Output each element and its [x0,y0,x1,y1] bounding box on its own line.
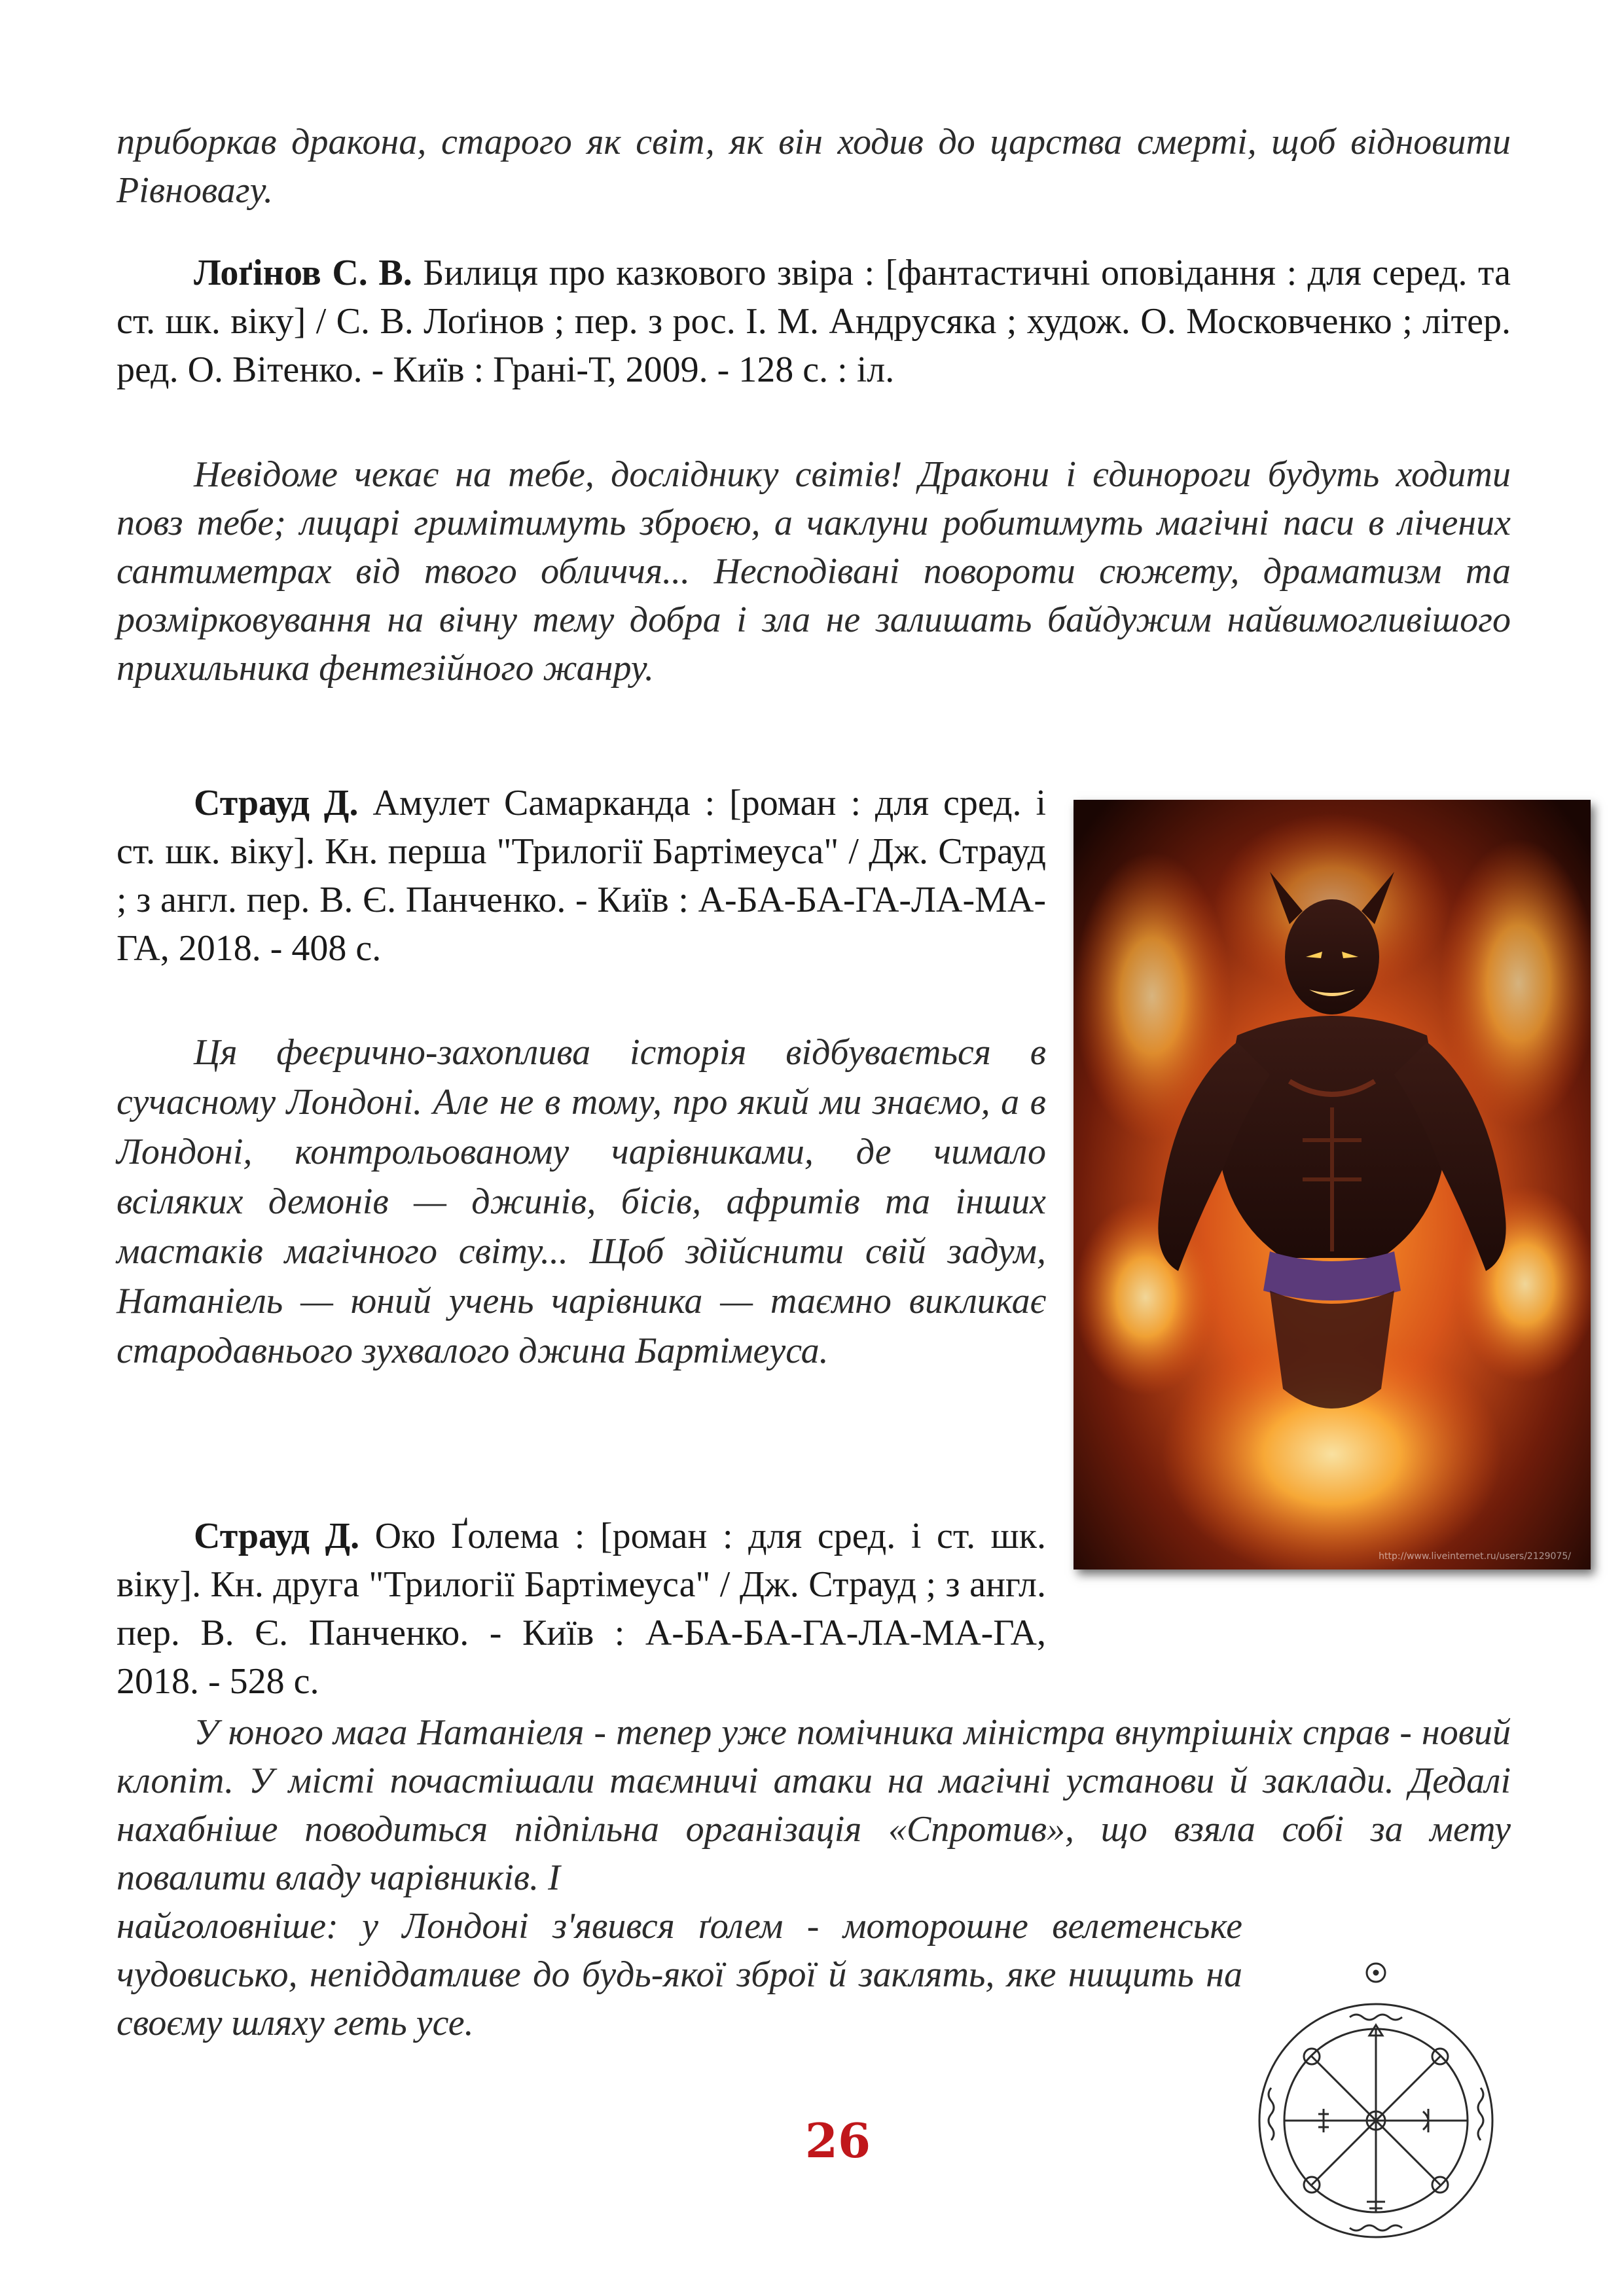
entry-loginov-annotation [117,450,1511,692]
entry-stroud-2-annotation-a [117,1708,1511,1902]
djinn-illustration [1074,800,1591,1570]
intro-annotation [117,118,1511,215]
entry-stroud-1-citation [117,779,1046,973]
entry-citation: Амулет Самарканда : [роман : для сред. і ст. шк. віку]. Кн. перша "Трилогії Бартімеуса" / Дж. Страуд ; з англ. пер. В. Є. Панченко. - Київ : А-БА-БА-ГА-ЛА-МА-ГА, 2018. - 408 с. [117,783,1047,969]
entry-author: Лоґінов С. В. [194,253,412,293]
entry-stroud-2-citation [117,1512,1046,1706]
entry-citation: Билиця про казкового звіра : [фантастичні оповідання : для серед. та ст. шк. віку] / С. В. Лоґінов ; пер. з рос. І. М. Андрусяка ; худож. О. Московченко ; літер. ред. О. Вітенко. - Київ : Грані-Т, 2009. - 128 с. : іл. [117,253,1511,390]
magic-seal-illustration [1252,1957,1500,2245]
image-watermark: http://www.liveinternet.ru/users/2129075/ [1379,1551,1571,1562]
entry-author: Страуд Д. [194,1516,360,1556]
entry-annotation: Ця феєрично-захоплива історія відбувається в сучасному Лондоні. Але не в тому, про який ми знаємо, а в Лондоні, контрольованому чарівниками, де чимало всіляких демонів — джинів, бісів, афритів та інших мастаків магічного світу... Щоб здійснити свій задум, Натаніель — юний учень чарівника — таємно викликає стародавнього зухвалого джина Бартімеуса. [117,1032,1046,1371]
entry-stroud-1-annotation [117,1028,1046,1376]
intro-annotation-text: приборкав дракона, старого як світ, як він ходив до царства смерті, щоб відновити Рівновагу. [117,122,1511,211]
entry-loginov-citation [117,249,1511,394]
entry-annotation: Невідоме чекає на тебе, досліднику світів! Дракони і єдинороги будуть ходити повз тебе; лицарі гримітимуть зброєю, а чаклуни робитимуть магічні паси в лічених сантиметрах від твого обличчя... Несподівані повороти сюжету, драматизм та розмірковування на вічну тему добра і зла не залишать байдужим найвимогливішого прихильника фентезійного жанру. [117,454,1511,689]
entry-citation: Око Ґолема : [роман : для сред. і ст. шк. віку]. Кн. друга "Трилогії Бартімеуса" / Дж. Страуд ; з англ. пер. В. Є. Панченко. - Київ : А-БА-БА-ГА-ЛА-МА-ГА, 2018. - 528 с. [117,1516,1047,1702]
entry-author: Страуд Д. [194,783,359,823]
entry-annotation: У юного мага Натаніеля - тепер уже помічника міністра внутрішніх справ - новий клопіт. У місті почастішали таємничі атаки на магічні установи й заклади. Дедалі нахабніше поводиться підпільна організація «Спротив», що взяла собі за мету повалити владу чарівників. І [117,1712,1511,1898]
page-number: 26 [804,2113,871,2168]
entry-stroud-2-annotation-b [117,1902,1242,2047]
entry-annotation: найголовніше: у Лондоні з'явився ґолем - моторошне велетенське чудовисько, непіддатливе до будь-якої зброї й заклять, яке нищить на своєму шляху геть усе. [117,1906,1242,2043]
